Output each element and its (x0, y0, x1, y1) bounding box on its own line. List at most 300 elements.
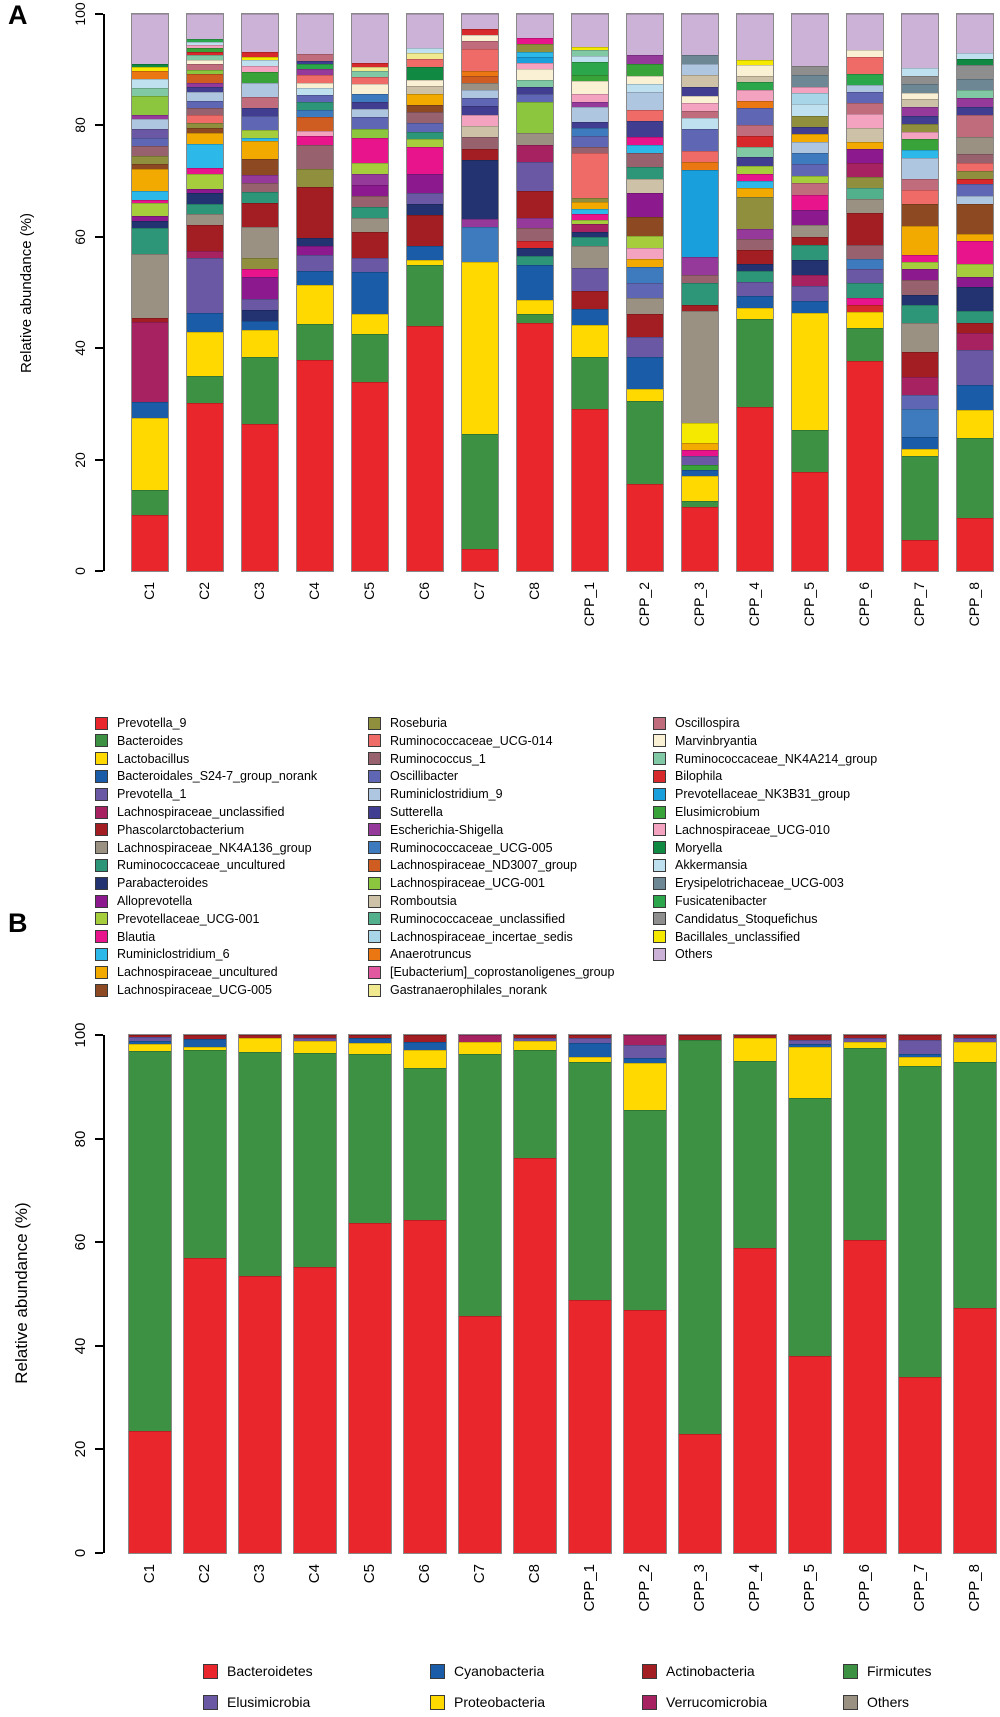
bar-segment (462, 29, 498, 36)
legend-label: Ruminococcaceae_UCG-005 (390, 840, 553, 855)
bar-segment (737, 239, 773, 250)
legend-swatch (653, 717, 666, 730)
stacked-bar (902, 14, 938, 571)
bar-segment (957, 518, 993, 571)
bar-segment (462, 227, 498, 262)
legend-swatch (95, 895, 108, 908)
bar-segment (847, 361, 883, 571)
bar-segment (957, 14, 993, 53)
bar-segment (627, 389, 663, 401)
bar-segment (682, 456, 718, 465)
legend-item (653, 769, 722, 783)
bar-segment (627, 121, 663, 136)
bar-segment (682, 151, 718, 162)
bar-segment (349, 1054, 391, 1222)
bar-segment (957, 163, 993, 171)
bar-segment (459, 1035, 501, 1042)
bar-segment (792, 183, 828, 194)
bar-segment (297, 95, 333, 102)
bar-segment (407, 123, 443, 132)
bar-segment (627, 14, 663, 55)
bar-segment (187, 133, 223, 144)
legend-label: Blautia (117, 929, 156, 944)
legend-label: Proteobacteria (454, 1694, 546, 1710)
legend-item (368, 716, 447, 730)
bar-segment (792, 430, 828, 472)
bar-segment (792, 313, 828, 430)
legend-label: Phascolarctobacterium (117, 822, 245, 837)
legend-label: Others (867, 1694, 910, 1710)
bar-segment (737, 157, 773, 166)
bar-segment (957, 184, 993, 195)
bar-segment (627, 484, 663, 571)
bar-segment (407, 67, 443, 80)
bar-segment (682, 87, 718, 96)
bar-segment (242, 97, 278, 108)
bar-segment (627, 357, 663, 390)
bar-segment (847, 74, 883, 85)
bar-segment (954, 1308, 996, 1553)
y-axis-tick-label: 40 (72, 340, 88, 356)
bar-segment (902, 262, 938, 269)
bar-segment (184, 1258, 226, 1553)
bar-segment (902, 150, 938, 157)
bar-segment (902, 377, 938, 395)
bar-segment (187, 403, 223, 571)
legend-label: Lachnospiraceae_UCG-005 (117, 983, 272, 997)
bar-segment (902, 226, 938, 255)
y-axis-tick (95, 13, 103, 15)
legend-label: Gastranaerophilales_norank (390, 983, 548, 997)
legend-item (95, 947, 230, 961)
bar-segment (792, 286, 828, 301)
bar-segment (627, 55, 663, 64)
legend-swatch (368, 788, 381, 801)
legend-swatch (843, 1695, 858, 1710)
bar-segment (792, 134, 828, 142)
bar-segment (407, 112, 443, 123)
x-axis-label: CPP_8 (965, 1564, 983, 1612)
bar-segment (407, 204, 443, 215)
bar-segment (404, 1050, 446, 1069)
legend-swatch (653, 877, 666, 890)
bar-segment (352, 14, 388, 63)
bar-segment (627, 64, 663, 76)
bar-segment (957, 323, 993, 333)
stacked-bar (792, 14, 828, 571)
bar-segment (297, 255, 333, 271)
bar-segment (737, 271, 773, 282)
bar-segment (957, 333, 993, 350)
bar-segment (737, 282, 773, 296)
bar-segment (517, 102, 553, 133)
bar-segment (737, 14, 773, 59)
stacked-bar (184, 1035, 226, 1553)
bar-segment (407, 174, 443, 194)
bar-segment (792, 275, 828, 286)
bar-segment (517, 248, 553, 257)
bar-segment (572, 14, 608, 47)
bar-segment (902, 280, 938, 294)
bar-segment (242, 330, 278, 357)
bar-segment (407, 326, 443, 571)
bar-segment (902, 190, 938, 204)
bar-segment (792, 210, 828, 225)
bar-segment (902, 456, 938, 540)
bar-segment (187, 193, 223, 203)
bar-segment (627, 267, 663, 282)
bar-segment (407, 86, 443, 93)
stacked-bar (569, 1035, 611, 1553)
bar-segment (957, 115, 993, 137)
bar-segment (294, 1041, 336, 1053)
legend-item (368, 983, 547, 997)
bar-segment (572, 246, 608, 268)
legend-label: Prevotella_1 (117, 787, 187, 802)
y-axis-tick (95, 347, 103, 349)
bar-segment (957, 79, 993, 90)
bar-segment (847, 269, 883, 283)
bar-segment (462, 41, 498, 50)
bar-segment (517, 14, 553, 38)
bar-segment (572, 81, 608, 94)
legend-label: Ruminococcus_1 (390, 751, 486, 766)
x-axis-label: C8 (526, 582, 543, 600)
x-axis-label: CPP_4 (746, 582, 763, 627)
legend-label: Lachnospiraceae_ND3007_group (390, 858, 577, 873)
bar-segment (132, 129, 168, 137)
bar-segment (352, 117, 388, 129)
legend-label: Bacteroidales_S24-7_group_norank (117, 769, 318, 784)
bar-segment (132, 515, 168, 571)
legend-swatch (368, 770, 381, 783)
legend-swatch (843, 1664, 858, 1679)
bar-segment (957, 311, 993, 322)
legend-label: Lachnospiraceae_UCG-001 (390, 876, 545, 891)
legend-item (843, 1694, 909, 1710)
bar-segment (514, 1041, 556, 1049)
stacked-bar (514, 1035, 556, 1553)
legend-item (368, 876, 545, 890)
bar-segment (459, 1042, 501, 1054)
bar-segment (517, 80, 553, 87)
bar-segment (459, 1054, 501, 1317)
bar-segment (352, 77, 388, 84)
bar-segment (902, 295, 938, 306)
legend-label: Bilophila (675, 769, 723, 784)
bar-segment (627, 283, 663, 298)
bar-segment (627, 167, 663, 179)
bar-segment (352, 109, 388, 118)
bar-segment (624, 1110, 666, 1309)
bar-segment (239, 1038, 281, 1052)
bar-segment (132, 221, 168, 228)
bar-segment (297, 285, 333, 324)
bar-segment (572, 136, 608, 147)
bar-segment (297, 271, 333, 285)
x-axis-label: C3 (251, 582, 268, 600)
legend-item (368, 965, 614, 979)
bar-segment (902, 323, 938, 352)
legend-item (653, 805, 760, 819)
bar-segment (352, 174, 388, 185)
legend-item (203, 1694, 310, 1710)
legend-label: [Eubacterium]_coprostanoligenes_group (390, 965, 615, 980)
bar-segment (902, 68, 938, 75)
legend-item (642, 1663, 755, 1679)
bar-segment (792, 93, 828, 104)
legend-item (653, 947, 713, 961)
legend-label: Lachnospiraceae_UCG-010 (675, 822, 830, 837)
legend-label: Moryella (675, 840, 723, 855)
bar-segment (297, 110, 333, 117)
panel-b-letter: B (8, 908, 28, 938)
bar-segment (847, 283, 883, 297)
legend-label: Anaerotruncus (390, 947, 472, 962)
bar-segment (187, 74, 223, 83)
bar-segment (682, 311, 718, 424)
x-axis-label: C3 (250, 1564, 268, 1584)
bar-segment (682, 162, 718, 170)
bar-segment (957, 438, 993, 517)
bar-segment (242, 310, 278, 321)
bar-segment (792, 116, 828, 127)
bar-segment (569, 1300, 611, 1553)
legend-label: Prevotellaceae_UCG-001 (117, 911, 260, 926)
legend-label: Akkermansia (675, 858, 748, 873)
bar-segment (957, 277, 993, 287)
x-axis-label: CPP_7 (911, 582, 928, 627)
legend-item (653, 823, 830, 837)
legend-swatch (368, 859, 381, 872)
bar-segment (737, 65, 773, 76)
legend-item (430, 1663, 544, 1679)
bar-segment (572, 237, 608, 246)
legend-label: Actinobacteria (666, 1663, 755, 1679)
legend-swatch (95, 912, 108, 925)
x-axis-label: CPP_8 (966, 582, 983, 627)
bar-segment (297, 136, 333, 145)
bar-segment (407, 59, 443, 68)
bar-segment (957, 154, 993, 162)
bar-segment (187, 251, 223, 258)
legend-swatch (203, 1664, 218, 1679)
bar-segment (242, 192, 278, 203)
bar-segment (349, 1223, 391, 1553)
legend-swatch (430, 1695, 445, 1710)
legend-swatch (642, 1664, 657, 1679)
bar-segment (847, 163, 883, 177)
bar-segment (407, 105, 443, 112)
legend-label: Marvinbryantia (675, 733, 757, 748)
bar-segment (132, 228, 168, 254)
legend-item (95, 805, 284, 819)
stacked-bar (349, 1035, 391, 1553)
legend-swatch (368, 734, 381, 747)
bar-segment (902, 132, 938, 139)
bar-segment (572, 309, 608, 325)
bar-segment (569, 1062, 611, 1300)
legend-item (368, 858, 577, 872)
legend-swatch (368, 717, 381, 730)
bar-segment (902, 124, 938, 131)
bar-segment (957, 98, 993, 106)
legend-label: Ruminococcaceae_NK4A214_group (675, 751, 878, 766)
legend-swatch (368, 984, 381, 997)
bar-segment (407, 246, 443, 260)
legend-label: Others (675, 947, 713, 962)
bar-segment (737, 407, 773, 571)
legend-item (653, 841, 722, 855)
bar-segment (682, 64, 718, 76)
bar-segment (352, 232, 388, 257)
bar-segment (462, 90, 498, 97)
legend-swatch (95, 859, 108, 872)
stacked-bar (187, 14, 223, 571)
bar-segment (132, 14, 168, 64)
y-axis-tick-label: 80 (72, 1130, 89, 1147)
legend-item (368, 930, 573, 944)
legend-label: Oscillospira (675, 716, 740, 730)
legend-item (368, 805, 443, 819)
bar-segment (847, 305, 883, 312)
bar-segment (187, 101, 223, 108)
legend-swatch (95, 734, 108, 747)
bar-segment (517, 300, 553, 314)
bar-segment (627, 337, 663, 356)
bar-segment (624, 1310, 666, 1553)
bar-segment (242, 269, 278, 277)
x-axis-label: CPP_6 (856, 582, 873, 627)
bar-segment (187, 92, 223, 101)
bar-segment (847, 259, 883, 270)
bar-segment (627, 84, 663, 92)
bar-segment (957, 350, 993, 385)
bar-segment (682, 103, 718, 111)
bar-segment (297, 75, 333, 83)
bar-segment (902, 255, 938, 262)
bar-segment (792, 260, 828, 275)
bar-segment (572, 202, 608, 210)
bar-segment (132, 490, 168, 515)
bar-segment (517, 94, 553, 103)
legend-swatch (368, 806, 381, 819)
legend-item (368, 841, 553, 855)
bar-segment (682, 118, 718, 129)
bar-segment (242, 299, 278, 310)
bar-segment (129, 1051, 171, 1431)
legend-item (653, 787, 850, 801)
bar-segment (132, 156, 168, 164)
bar-segment (349, 1043, 391, 1054)
bar-segment (847, 85, 883, 92)
y-axis-tick (95, 1034, 103, 1036)
bar-segment (954, 1062, 996, 1308)
stacked-bar (297, 14, 333, 571)
x-axis-label: CPP_6 (855, 1564, 873, 1612)
bar-segment (352, 334, 388, 381)
bar-segment (462, 219, 498, 228)
bar-segment (569, 1043, 611, 1056)
legend-label: Romboutsia (390, 894, 457, 908)
bar-segment (242, 203, 278, 227)
bar-segment (242, 14, 278, 52)
stacked-bar (239, 1035, 281, 1553)
bar-segment (572, 291, 608, 309)
stacked-bar (682, 14, 718, 571)
legend-item (95, 841, 312, 855)
bar-segment (737, 197, 773, 228)
bar-segment (847, 188, 883, 199)
bar-segment (957, 171, 993, 179)
legend-item (368, 823, 503, 837)
bar-segment (572, 94, 608, 102)
legend-swatch (95, 717, 108, 730)
x-axis-label: CPP_3 (691, 582, 708, 627)
bar-segment (352, 196, 388, 207)
bar-segment (184, 1039, 226, 1047)
panel-a-y-axis-title: Relative abundance (%) (18, 212, 35, 374)
bar-segment (407, 94, 443, 105)
legend-swatch (368, 895, 381, 908)
bar-segment (407, 265, 443, 326)
legend-label: Fusicatenibacter (675, 894, 767, 908)
bar-segment (517, 69, 553, 80)
legend-swatch (653, 841, 666, 854)
bar-segment (239, 1276, 281, 1553)
legend-swatch (95, 930, 108, 943)
bar-segment (899, 1066, 941, 1377)
bar-segment (737, 188, 773, 197)
bar-segment (132, 79, 168, 87)
bar-segment (679, 1434, 721, 1553)
bar-segment (297, 324, 333, 361)
bar-segment (297, 246, 333, 255)
legend-label: Elusimicrobia (227, 1694, 311, 1710)
bar-segment (847, 245, 883, 259)
bar-segment (627, 76, 663, 84)
bar-segment (902, 204, 938, 226)
bar-segment (242, 130, 278, 138)
legend-label: Ruminococcaceae_unclassified (390, 911, 566, 926)
bar-segment (902, 409, 938, 438)
bar-segment (132, 119, 168, 129)
y-axis-tick (95, 1345, 103, 1347)
bar-segment (514, 1050, 556, 1159)
stacked-bar (132, 14, 168, 571)
bar-segment (242, 227, 278, 258)
bar-segment (737, 90, 773, 101)
bar-segment (737, 136, 773, 147)
bar-segment (352, 258, 388, 272)
bar-segment (902, 139, 938, 150)
bar-segment (352, 94, 388, 101)
legend-item (368, 912, 565, 926)
legend-label: Ruminococcaceae_UCG-014 (390, 733, 553, 748)
bar-segment (627, 248, 663, 260)
legend-item (95, 769, 317, 783)
bar-segment (902, 14, 938, 68)
bar-segment (297, 187, 333, 238)
legend-swatch (653, 859, 666, 872)
bar-segment (572, 153, 608, 198)
legend-item (95, 983, 272, 997)
x-axis-label: CPP_2 (635, 1564, 653, 1612)
legend-swatch (203, 1695, 218, 1710)
bar-segment (462, 160, 498, 218)
bar-segment (737, 181, 773, 188)
bar-segment (734, 1061, 776, 1249)
